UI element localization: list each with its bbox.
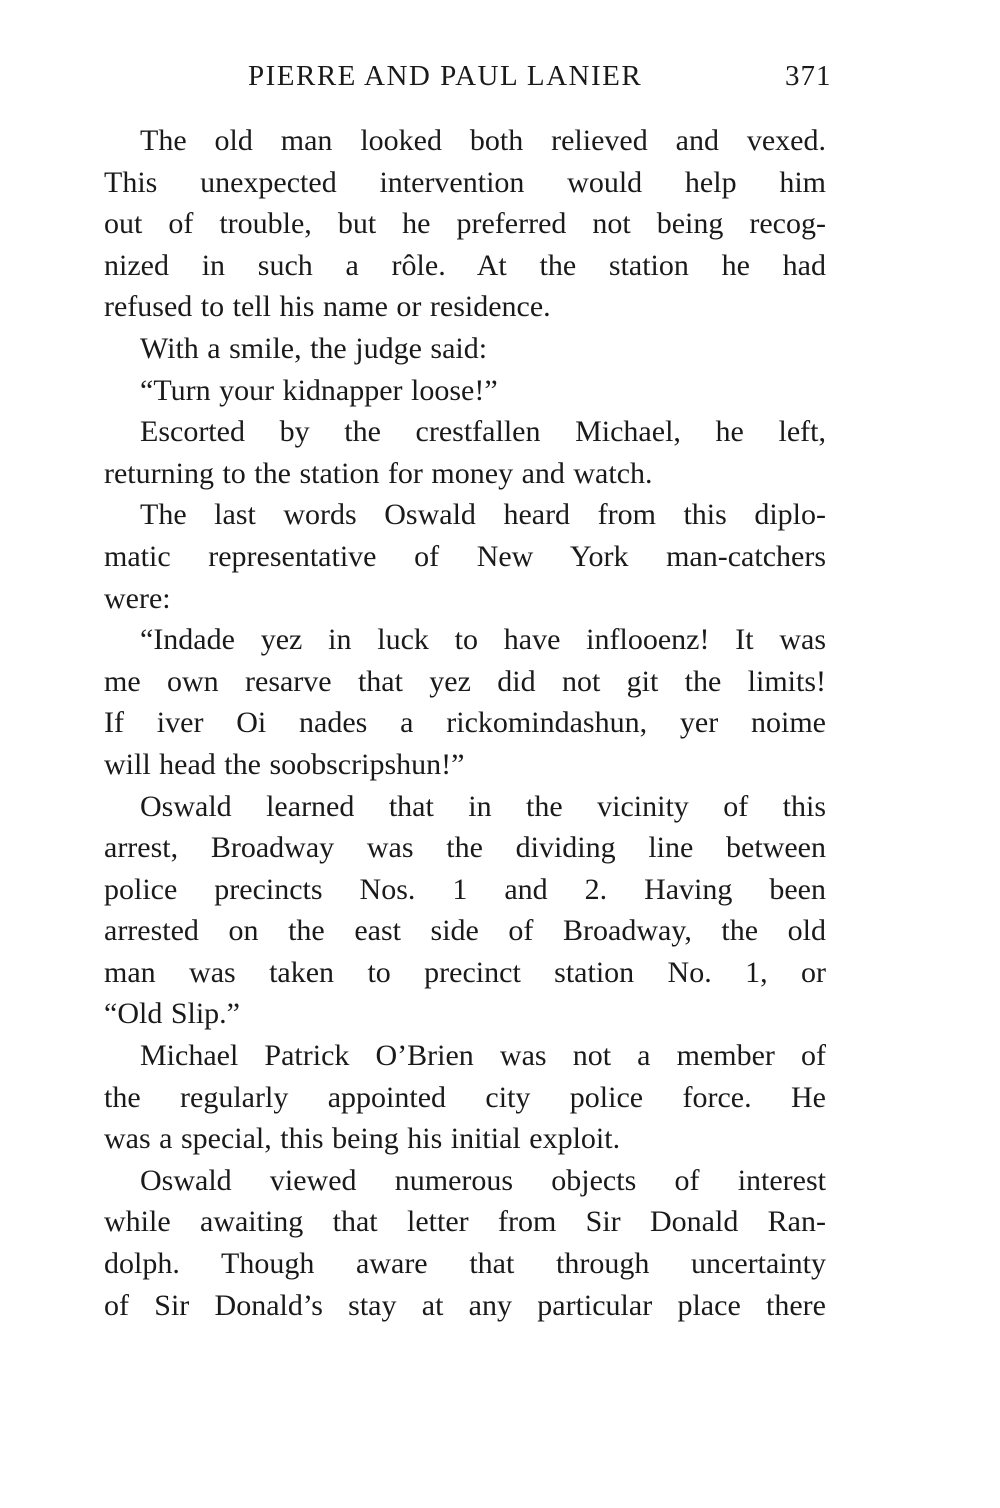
text-line: “Turn your kidnapper loose!” xyxy=(140,373,498,407)
text-line: Oswald learned that in the vicinity of this xyxy=(140,789,826,823)
text-line: This unexpected intervention would help him xyxy=(104,165,826,199)
page-number: 371 xyxy=(785,60,832,92)
text-line: was a special, this being his initial exploit. xyxy=(104,1122,621,1156)
text-line: me own resarve that yez did not git the limits! xyxy=(104,664,826,698)
text-line: Michael Patrick O’Brien was not a member of xyxy=(140,1039,826,1073)
text-line: arrested on the east side of Broadway, the old xyxy=(104,914,826,948)
text-line: police precincts Nos. 1 and 2. Having been xyxy=(104,872,826,906)
text-line: matic representative of New York man-catchers xyxy=(104,539,826,573)
text-line: man was taken to precinct station No. 1, or xyxy=(104,955,826,989)
text-line: of Sir Donald’s stay at any particular place there xyxy=(104,1288,826,1322)
text-line: will head the soobscripshun!” xyxy=(104,747,465,781)
text-line: nized in such a rôle. At the station he had xyxy=(104,248,826,282)
body-text xyxy=(104,120,826,1326)
text-line: dolph. Though aware that through uncertainty xyxy=(104,1247,826,1281)
text-line: out of trouble, but he preferred not being recog- xyxy=(104,207,826,241)
text-line: the regularly appointed city police force. He xyxy=(104,1080,826,1114)
running-title: PIERRE AND PAUL LANIER xyxy=(248,60,643,92)
text-line: while awaiting that letter from Sir Donald Ran- xyxy=(104,1205,826,1239)
text-line: The last words Oswald heard from this diplo- xyxy=(140,498,826,532)
text-line: returning to the station for money and watch. xyxy=(104,456,653,490)
text-line: arrest, Broadway was the dividing line between xyxy=(104,831,826,865)
running-head xyxy=(0,60,1000,100)
text-line: refused to tell his name or residence. xyxy=(104,290,551,324)
text-line: The old man looked both relieved and vexed. xyxy=(140,124,826,157)
text-line: “Indade yez in luck to have inflooenz! It was xyxy=(140,623,826,657)
text-line: With a smile, the judge said: xyxy=(140,331,488,365)
text-line: “Old Slip.” xyxy=(104,997,240,1031)
text-line: If iver Oi nades a rickomindashun, yer noime xyxy=(104,706,826,740)
text-line: Escorted by the crestfallen Michael, he left, xyxy=(140,415,826,449)
text-line: Oswald viewed numerous objects of interest xyxy=(140,1163,826,1197)
text-line: were: xyxy=(104,581,171,615)
